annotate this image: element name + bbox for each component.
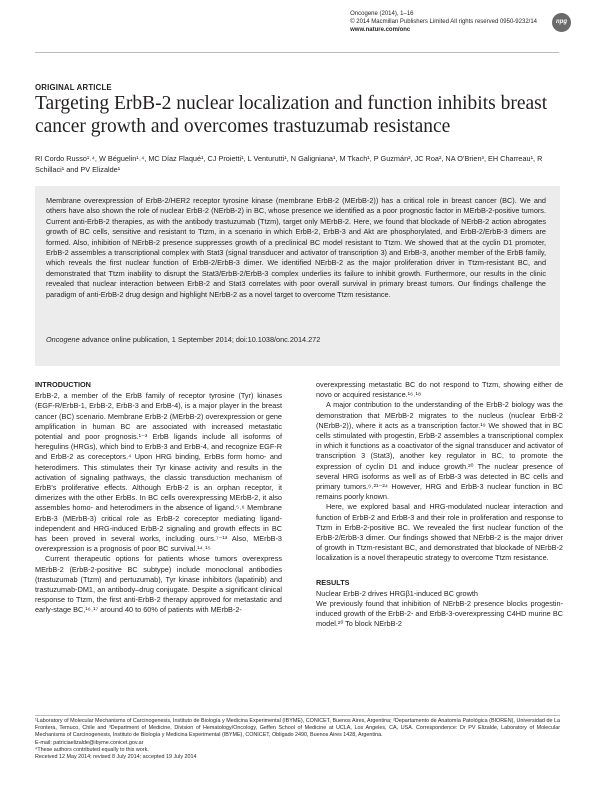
author-list: RI Cordo Russo¹˒⁴, W Béguelin¹˒⁴, MC Díaz Flaqué¹, CJ Proietti¹, L Venturutti¹, N Galigniana¹, M Tkach¹, P Guzmán², JC Roa², NA O’Brien³, EH Charreau¹, R Schillaci¹ and PV Elizalde¹ — [35, 154, 543, 174]
journal-header — [350, 10, 537, 35]
journal-url[interactable]: www.nature.com/onc — [350, 27, 411, 34]
abstract-text: Membrane overexpression of ErbB-2/HER2 receptor tyrosine kinase (membrane ErbB-2 (MErbB-2)) has a critical role in breast cancer (BC). We and others have also shown the role of nuclear ErbB-2 (NErbB-2) in BC, whose presence we identified as a poor prognostic factor in MErbB-2-positive tumors. Current anti-ErbB-2 therapies, as with the antibody trastuzumab (Ttzm), target only MErbB-2. Here, we found that blockade of NErbB-2 action abrogates growth of BC cells, sensitive and resistant to Ttzm, in a scenario in which ErbB-2, ErbB-3 and Akt are phosphorylated, and ErbB-2/ErbB-3 dimers are formed. Also, inhibition of NErbB-2 presence suppresses growth of a preclinical BC model resistant to Ttzm. We showed that at the cyclin D1 promoter, ErbB-2 assembles a transcriptional complex with Stat3 (signal transducer and activator of transcription 3) and ErbB-3, another member of the ErbB family, which reveals the first nuclear function of ErbB-2/ErbB-3 dimer. We identified NErbB-2 as the major proliferation driver in Ttzm-resistant BC, and demonstrated that Ttzm inability to disrupt the Stat3/ErbB-2/ErbB-3 complex underlies its failure to inhibit growth. Furthermore, our results in the clinic revealed that nuclear interaction between ErbB-2 and Stat3 correlates with poor overall survival in primary breast tumors. Our findings challenge the paradigm of anti-ErbB-2 drug design and highlight NErbB-2 as a novel target to overcome Ttzm resistance. — [46, 196, 546, 299]
introduction-heading: INTRODUCTION — [35, 380, 91, 389]
received-dates: Received 12 May 2014; revised 8 July 2014; accepted 19 July 2014 — [35, 754, 197, 761]
intro-paragraph-5: Here, we explored basal and HRG-modulated nuclear interaction and function of ErbB-2 and ErbB-3 and their role in proliferation and response to Ttzm in ErbB-2-positive BC. We revealed the first nuclear function of the ErbB-2/ErbB-3 dimer. Our findings showed that NErbB-2 is the major driver of growth in Ttzm-resistant BC, and demonstrated that blockade of NErbB-2 localization is a novel therapeutic strategy to overcome Ttzm resistance. — [316, 502, 563, 563]
article-type: ORIGINAL ARTICLE — [35, 83, 112, 92]
results-subheading: Nuclear ErbB-2 drives HRGβ1-induced BC growth — [316, 588, 478, 598]
copyright-line: © 2014 Macmillan Publishers Limited All rights reserved 0950-9232/14 — [350, 19, 537, 26]
results-paragraph-1: We previously found that inhibition of NErbB-2 presence blocks progestin-induced growth of the ErbB-2- and ErbB-3-overexpressing C4HD murine BC model.²⁰ To block NErbB-2 — [316, 599, 563, 629]
footnotes — [35, 718, 560, 761]
intro-paragraph-4: A major contribution to the understanding of the ErbB-2 biology was the demonstration that MErbB-2 migrates to the nucleus (nuclear ErbB-2 (NErbB-2)), where it acts as a transcription factor.¹⁹ We showed that in BC cells stimulated with progestin, ErbB-2 assembles a transcriptional complex in which it functions as a coactivator of the signal transducer and activator of transcription 3 (Stat3), another key regulator in BC, to promote the expression of cyclin D1 and induce growth.²⁰ The nuclear presence of several HRG isoforms as well as of ErbB-3 was detected in BC cells and primary tumors.⁶˒²¹⁻²⁴ However, HRG and ErbB-3 nuclear function in BC remains poorly known. — [316, 400, 563, 502]
affiliations-footnote: ¹Laboratory of Molecular Mechanisms of Carcinogenesis, Instituto de Biología y Medicina Experimental (IBYME), CONICET, Buenos Aires, Argentina; ²Departamento de Anatomía Patológica (BIOREN), Universidad de La Frontera, Temuco, Chile and ³Department of Medicine, Division of Hematology/Oncology, Geffen School of Medicine at UCLA, Los Angeles, CA, USA. Correspondence: Dr PV Elizalde, Laboratory of Molecular Mechanisms of Carcinogenesis, Instituto de Biología y Medicina Experimental (IBYME), CONICET, Obligado 2490, Buenos Aires 1428, Argentina. — [35, 718, 560, 739]
header-divider — [35, 52, 559, 53]
journal-name: Oncogene — [46, 335, 80, 344]
left-column — [35, 380, 282, 616]
intro-paragraph-1: ErbB-2, a member of the ErbB family of receptor tyrosine (Tyr) kinases (EGF-R/ErbB-1, ErbB-2, ErbB-3 and ErbB-4), is a major player in the breast cancer (BC) scenario. Membrane ErbB-2 (MErbB-2) overexpression or gene amplification in human BC are associated with increased metastatic potential and poor prognosis.¹⁻³ ErbB ligands include all isoforms of heregulins (HRGs), which bind to ErbB-3 and ErbB-4, and recognize EGF-R and ErbB-2 as coreceptors.⁴ Upon HRG binding, ErbBs form homo- and heterodimers. This stimulates their Tyr kinase activity and results in the activation of signaling pathways, the classic transduction mechanism of ErbB’s proliferative effects. Although ErbB-2 is an orphan receptor, it dimerizes with the other ErbBs. In BC cells overexpressing MErbB-2, it also assembles homo- and heterodimers in the absence of ligand.⁵˒⁶ Membrane ErbB-3 (MErbB-3) critical role as ErbB-2 coreceptor mediating ligand-independent and HRG-induced ErbB-2 signaling and growth effects in BC has been proved in several works, including ours.⁷⁻¹³ Also, MErbB-3 overexpression is a prognosis of poor BC survival.¹⁴˒¹⁵ — [35, 391, 282, 554]
email-footnote[interactable]: E-mail: patriciaelizalde@ibyme.conicet.gov.ar — [35, 739, 144, 746]
footnote-divider — [35, 715, 560, 716]
intro-paragraph-2: Current therapeutic options for patients whose tumors overexpress MErbB-2 (ErbB-2-positive BC subtype) include monoclonal antibodies (trastuzumab (Ttzm) and pertuzumab), Tyr kinase inhibitors (lapatinib) and trastuzumab-DM1, an antibody–drug conjugate. Despite a significant clinical response to Ttzm, the first anti-ErbB-2 therapy approved for metastatic and early-stage BC,¹⁶˒¹⁷ around 40 to 60% of patients with MErbB-2- — [35, 554, 282, 615]
publication-info — [46, 335, 320, 344]
right-column — [316, 380, 563, 630]
article-title: Targeting ErbB-2 nuclear localization and function inhibits breast cancer growth and overcomes trastuzumab resistance — [35, 93, 548, 137]
publisher-logo: npg — [552, 13, 571, 32]
results-heading: RESULTS — [316, 577, 350, 587]
journal-citation: Oncogene (2014), 1–16 — [350, 11, 414, 17]
intro-paragraph-3: overexpressing metastatic BC do not respond to Ttzm, showing either de novo or acquired resistance.¹⁶˒¹⁸ — [316, 380, 563, 400]
publication-details: advance online publication, 1 September 2014; doi:10.1038/onc.2014.272 — [79, 335, 321, 344]
equal-contribution-footnote: ⁴These authors contributed equally to this work. — [35, 746, 149, 753]
